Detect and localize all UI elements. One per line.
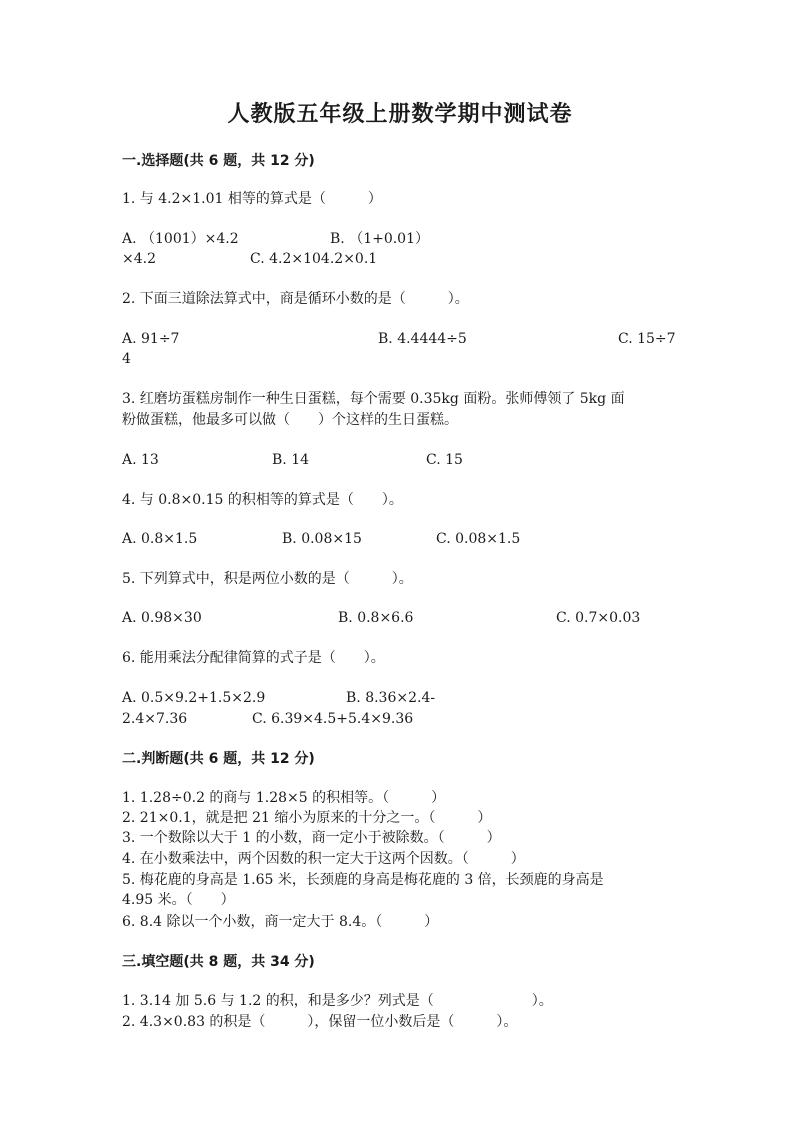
- section-heading-choice: 一.选择题(共 6 题，共 12 分): [122, 153, 315, 169]
- option-c: C. 6.39×4.5+5.4×9.36: [252, 711, 414, 727]
- judgement-item: 2. 21×0.1，就是把 21 缩小为原来的十分之一。（ ）: [122, 810, 492, 826]
- option-a: A. 0.8×1.5: [122, 531, 198, 547]
- judgement-item: 5. 梅花鹿的身高是 1.65 米，长颈鹿的身高是梅花鹿的 3 倍，长颈鹿的身高是: [122, 872, 604, 888]
- option-b: B. 4.4444÷5: [378, 331, 467, 347]
- section-heading-fill: 三.填空题(共 8 题，共 34 分): [122, 954, 315, 970]
- option-b: B. 14: [272, 452, 310, 468]
- section-heading-judgement: 二.判断题(共 6 题，共 12 分): [122, 751, 315, 767]
- judgement-item: 1. 1.28÷0.2 的商与 1.28×5 的积相等。（ ）: [122, 790, 446, 806]
- question-stem: 5. 下列算式中，积是两位小数的是（ ）。: [122, 571, 413, 587]
- question-stem-cont: 粉做蛋糕，他最多可以做（ ）个这样的生日蛋糕。: [122, 412, 458, 428]
- option-a: A. 91÷7: [122, 331, 180, 347]
- judgement-item: 3. 一个数除以大于 1 的小数，商一定小于被除数。（ ）: [122, 830, 501, 846]
- option-a: A. 0.5×9.2+1.5×2.9: [122, 690, 266, 706]
- page-title: 人教版五年级上册数学期中测试卷: [227, 102, 573, 127]
- option-a: A. 13: [122, 452, 159, 468]
- fill-item: 2. 4.3×0.83 的积是（ ），保留一位小数后是（ ）。: [122, 1014, 518, 1030]
- option-c: C. 4.2×104.2×0.1: [250, 251, 378, 267]
- option-c: C. 15: [426, 452, 463, 468]
- judgement-item: 6. 8.4 除以一个小数，商一定大于 8.4。（ ）: [122, 914, 439, 930]
- fill-item: 1. 3.14 加 5.6 与 1.2 的积，和是多少？列式是（ ）。: [122, 993, 553, 1009]
- question-stem: 4. 与 0.8×0.15 的积相等的算式是（ ）。: [122, 492, 403, 508]
- judgement-item: 4. 在小数乘法中，两个因数的积一定大于这两个因数。（ ）: [122, 851, 525, 867]
- option-c: C. 0.7×0.03: [556, 610, 641, 626]
- question-stem: 2. 下面三道除法算式中，商是循环小数的是（ ）。: [122, 291, 469, 307]
- option-b: B. 0.8×6.6: [338, 610, 414, 626]
- option-b: B. （1+0.01）: [330, 231, 429, 247]
- option-b: B. 0.08×15: [282, 531, 362, 547]
- option-c: C. 0.08×1.5: [436, 531, 521, 547]
- option-b-cont: ×4.2: [122, 251, 156, 267]
- option-b: B. 8.36×2.4-: [346, 690, 436, 706]
- option-c: C. 15÷7: [618, 331, 676, 347]
- question-stem: 3. 红磨坊蛋糕房制作一种生日蛋糕，每个需要 0.35kg 面粉。张师傅领了 5kg 面: [122, 391, 625, 407]
- option-b-cont: 2.4×7.36: [122, 711, 188, 727]
- option-c-cont: 4: [122, 351, 131, 367]
- judgement-item-cont: 4.95 米。（ ）: [122, 892, 235, 908]
- option-a: A. 0.98×30: [122, 610, 202, 626]
- option-a: A. （1001）×4.2: [122, 231, 239, 247]
- question-stem: 1. 与 4.2×1.01 相等的算式是（ ）: [122, 191, 382, 207]
- question-stem: 6. 能用乘法分配律简算的式子是（ ）。: [122, 650, 385, 666]
